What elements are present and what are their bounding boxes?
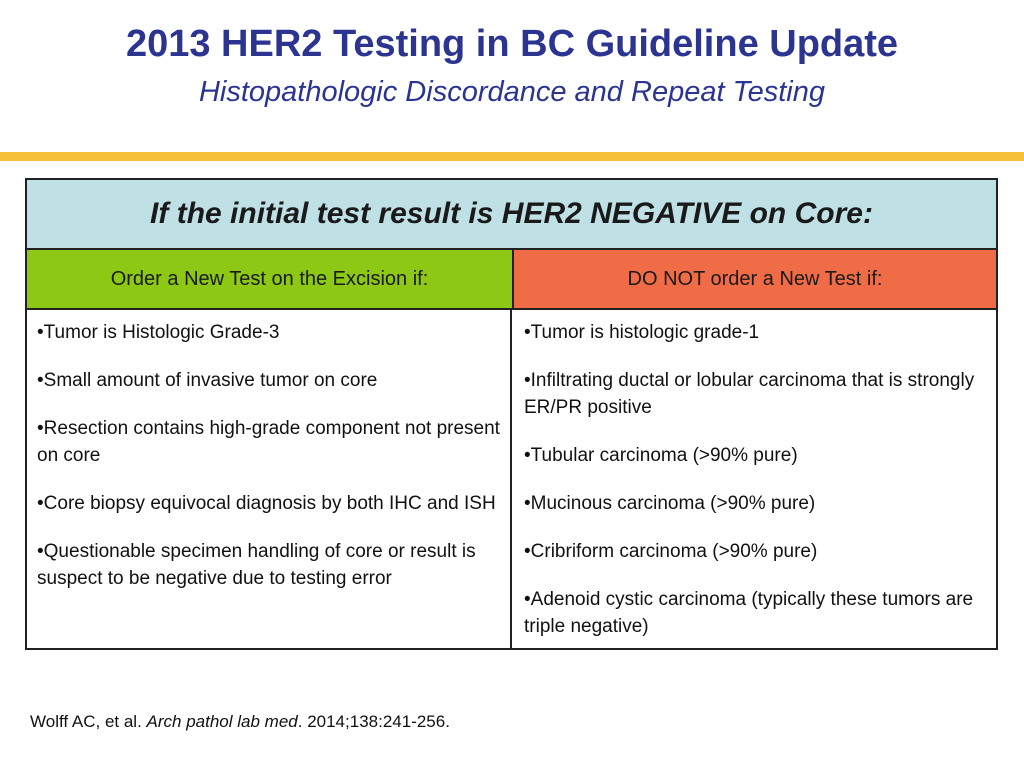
list-item: •Small amount of invasive tumor on core bbox=[37, 370, 378, 391]
slide-title: 2013 HER2 Testing in BC Guideline Update bbox=[125, 23, 899, 65]
do-not-order-heading: DO NOT order a New Test if: bbox=[514, 250, 996, 310]
list-item: •Core biopsy equivocal diagnosis by both IHC and ISH bbox=[37, 493, 496, 514]
list-item: •Tumor is Histologic Grade-3 bbox=[37, 322, 280, 343]
order-new-test-heading: Order a New Test on the Excision if: bbox=[27, 250, 514, 310]
citation-authors: Wolff AC, et al. bbox=[30, 712, 147, 731]
citation-journal: Arch pathol lab med bbox=[146, 712, 298, 731]
list-item: •Questionable specimen handling of core or result is suspect to be negative due to testing error bbox=[37, 541, 476, 589]
do-not-order-list bbox=[514, 310, 996, 648]
list-item: •Tubular carcinoma (>90% pure) bbox=[524, 445, 798, 466]
list-item: •Cribriform carcinoma (>90% pure) bbox=[524, 541, 818, 562]
order-new-test-list bbox=[27, 310, 512, 648]
list-item: •Adenoid cystic carcinoma (typically these tumors are triple negative) bbox=[524, 589, 974, 637]
list-item: •Tumor is histologic grade-1 bbox=[524, 322, 760, 343]
guideline-table bbox=[25, 178, 998, 650]
citation-details: . 2014;138:241-256. bbox=[297, 712, 450, 731]
list-item: •Infiltrating ductal or lobular carcinoma that is strongly ER/PR positive bbox=[524, 370, 975, 418]
table-header: If the initial test result is HER2 NEGATIVE on Core: bbox=[27, 180, 996, 250]
list-item: •Resection contains high-grade component not present on core bbox=[37, 418, 500, 466]
citation bbox=[30, 712, 450, 732]
list-item: •Mucinous carcinoma (>90% pure) bbox=[524, 493, 816, 514]
slide-subtitle: Histopathologic Discordance and Repeat Testing bbox=[198, 76, 826, 108]
accent-rule bbox=[0, 152, 1024, 161]
